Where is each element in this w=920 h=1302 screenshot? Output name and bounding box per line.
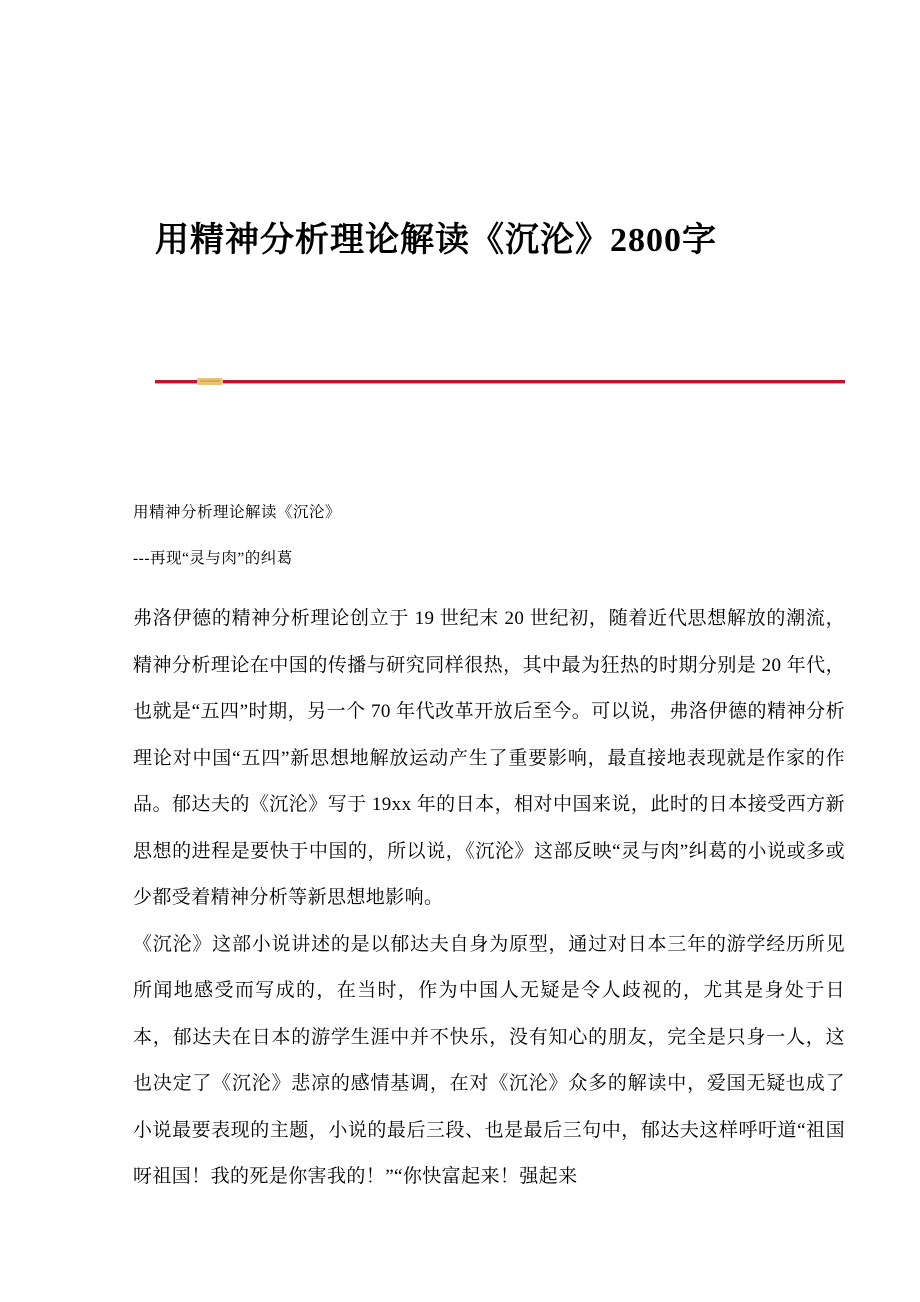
subheading-line-2: ---再现“灵与肉”的纠葛 <box>133 550 293 567</box>
document-body <box>133 490 845 1201</box>
divider-ornament-icon <box>197 378 223 385</box>
body-paragraph: 弗洛伊德的精神分析理论创立于 19 世纪末 20 世纪初，随着近代思想解放的潮流，精神分析理论在中国的传播与研究同样很热，其中最为狂热的时期分别是 20 年代，也就是“五四”时期，另一个 70 年代改革开放后至今。可以说，弗洛伊德的精神分析理论对中国“五四”新思想地解放运动产生了重要影响，最直接地表现就是作家的作品。郁达夫的《沉沦》写于 19xx 年的日本，相对中国来说，此时的日本接受西方新思想的进程是要快于中国的，所以说，《沉沦》这部反映“灵与肉”纠葛的小说或多或少都受着精神分析等新思想地影响。 <box>133 608 845 908</box>
decorative-divider <box>155 378 845 385</box>
page-title: 用精神分析理论解读《沉沦》2800字 <box>155 221 717 259</box>
subheading-line-1: 用精神分析理论解读《沉沦》 <box>133 504 342 521</box>
divider-bar-secondary <box>155 383 845 384</box>
body-paragraph: 《沉沦》这部小说讲述的是以郁达夫自身为原型，通过对日本三年的游学经历所见所闻地感受而写成的，在当时，作为中国人无疑是令人歧视的，尤其是身处于日本，郁达夫在日本的游学生涯中并不快乐，没有知心的朋友，完全是只身一人，这也决定了《沉沦》悲凉的感情基调，在对《沉沦》众多的解读中，爱国无疑也成了小说最要表现的主题，小说的最后三段、也是最后三句中，郁达夫这样呼吁道“祖国呀祖国！我的死是你害我的！”“你快富起来！强起来 <box>133 933 845 1187</box>
